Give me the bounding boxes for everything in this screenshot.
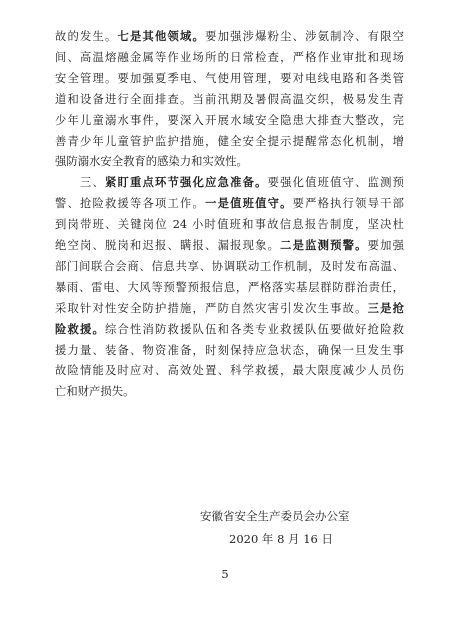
- text-segment: 强防溺水安全教育的感染力和实效性。: [55, 155, 248, 169]
- text-segment: 部门间联合会商、信息共享、协调联动工作机制，及时发布高温、: [55, 259, 404, 273]
- text-line: [55, 343, 404, 359]
- bold-heading-text: 紧盯重点环节强化应急准备。: [105, 176, 268, 190]
- signature-organization: 安徽省安全生产委员会办公室: [200, 509, 350, 523]
- bold-heading-text: 险救援。: [55, 322, 106, 336]
- text-segment: 援力量、装备、物资准备，时刻保持应急状态，确保一旦发生事: [55, 343, 404, 357]
- bold-heading-text: 一是值班值守。: [205, 197, 293, 211]
- text-line: [55, 113, 404, 129]
- text-segment: 要加强涉爆粉尘、涉氨制冷、有限空: [205, 30, 404, 43]
- bold-heading-text: 七是其他领域。: [117, 30, 206, 43]
- text-line: [55, 280, 404, 296]
- text-line: [55, 259, 404, 275]
- text-line: [55, 71, 404, 87]
- text-line: [55, 50, 404, 66]
- text-line: [55, 301, 404, 317]
- text-segment: 善青少年儿童管护监护措施，健全安全提示提醒常态化机制，增: [55, 134, 404, 148]
- text-segment: 少年儿童溺水事件，要深入开展水域安全隐患大排查大整改，完: [55, 113, 404, 127]
- text-line: [55, 154, 404, 170]
- text-line: [55, 238, 404, 254]
- text-line: [55, 384, 404, 400]
- text-segment: 安全管理。要加强夏季电、气使用管理，要对电线电路和各类管: [55, 71, 404, 85]
- text-line: [55, 134, 404, 150]
- text-segment: 综合性消防救援队伍和各类专业救援队伍要做好抢险救: [105, 322, 405, 336]
- text-line: [55, 363, 404, 379]
- text-segment: 警、抢险救援等各项工作。: [55, 197, 206, 211]
- text-segment: 到岗带班、关键岗位 24 小时值班和事故信息报告制度，坚决杜: [55, 218, 404, 232]
- text-segment: 道和设备进行全面排查。当前汛期及暑假高温交织，极易发生青: [55, 92, 404, 106]
- text-line: [55, 322, 404, 338]
- text-line: [55, 29, 404, 45]
- text-segment: 要加强: [367, 239, 404, 252]
- page-number: 5: [221, 567, 229, 581]
- text-segment: 间、高温熔融金属等作业场所的日常检查，严格作业审批和现场: [55, 50, 404, 64]
- signature-date: 2020 年 8 月 16 日: [229, 532, 333, 546]
- text-segment: 要强化值班值守、监测预: [267, 176, 405, 190]
- text-line: [55, 196, 404, 212]
- bold-heading-text: 二是监测预警。: [280, 239, 368, 252]
- text-segment: 要严格执行领导干部: [292, 197, 404, 211]
- text-segment: 暴雨、雷电、大风等预警预报信息，严格落实基层群防群治责任，: [55, 280, 404, 294]
- text-line: [55, 175, 404, 191]
- text-segment: 故的发生。: [55, 30, 118, 43]
- text-segment: 故险情能及时应对、高效处置、科学救援，最大限度减少人员伤: [55, 364, 404, 378]
- text-segment: 亡和财产损失。: [55, 385, 135, 399]
- text-line: [55, 92, 404, 108]
- text-segment: 采取针对性安全防护措施，严防自然灾害引发次生事故。: [55, 301, 368, 315]
- text-segment: 三、: [55, 176, 106, 190]
- bold-heading-text: 三是抢: [367, 301, 404, 315]
- text-line: [55, 217, 404, 233]
- text-segment: 绝空岗、脱岗和迟报、瞒报、漏报现象。: [55, 239, 281, 252]
